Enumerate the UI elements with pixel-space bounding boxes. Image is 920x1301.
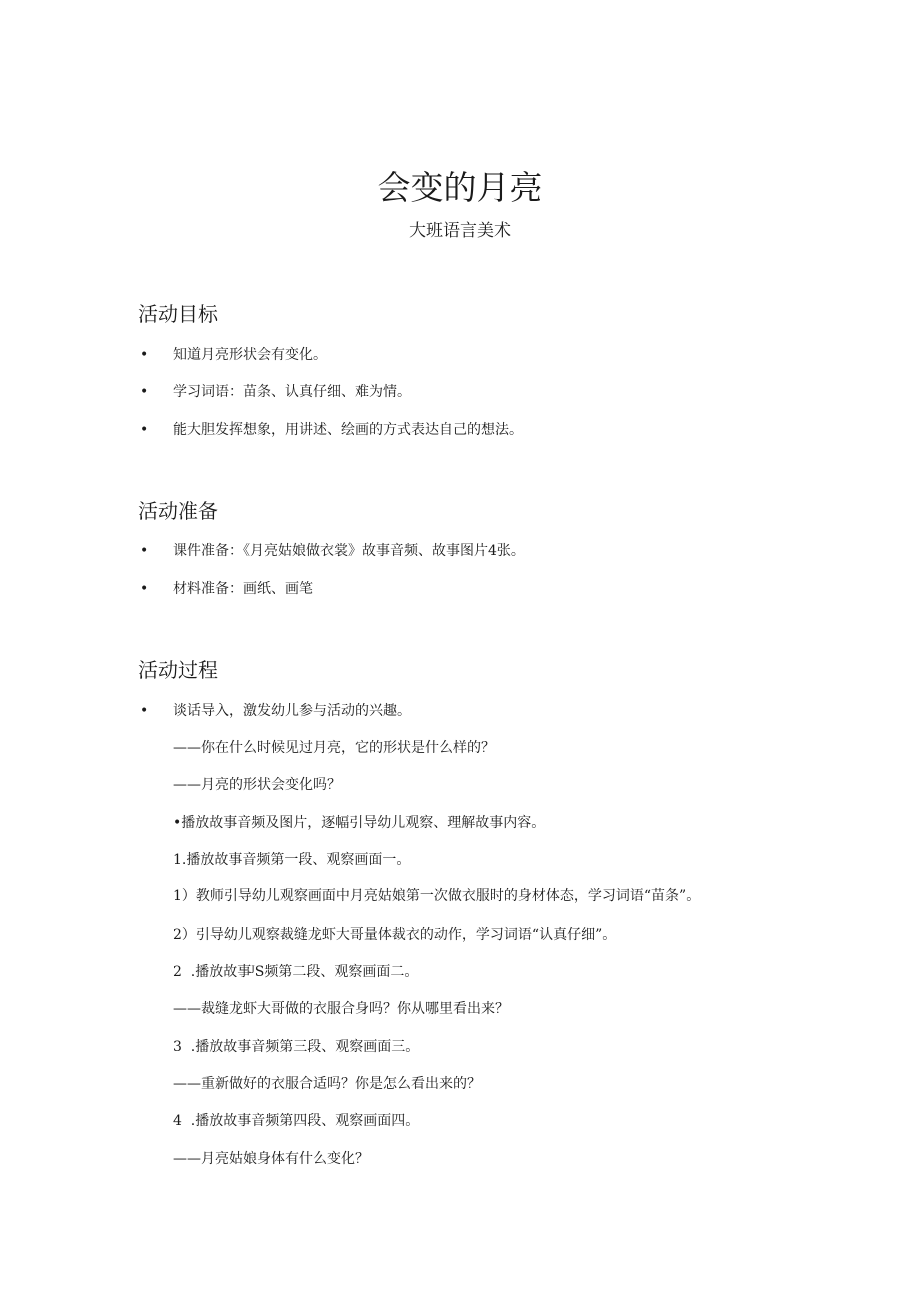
bullet-icon: •: [140, 347, 149, 363]
list-item-text: •播放故事音频及图片，逐幅引导幼儿观察、理解故事内容。: [173, 815, 546, 831]
list-item-text: 4 .播放故事音频第四段、观察画面四。: [173, 1113, 420, 1129]
list-item: [0, 577, 920, 601]
list-item: [0, 960, 920, 984]
list-item: [0, 1147, 920, 1171]
bullet-icon: •: [140, 543, 149, 559]
section-heading-goals: 活动目标: [138, 302, 218, 326]
list-item-text: 1）教师引导幼儿观察画面中月亮姑娘第一次做衣服时的身材体态，学习词语“苗条”。: [173, 888, 701, 904]
list-item-text: 2 .播放故事ᴶS频第二段、观察画面二。: [173, 964, 419, 980]
list-item-text: ——你在什么时候见过月亮，它的形状是什么样的？: [173, 740, 495, 756]
list-item-text: ——月亮姑娘身体有什么变化？: [173, 1151, 369, 1167]
list-item: [0, 884, 920, 908]
list-item: [0, 923, 920, 947]
section-heading-preparation: 活动准备: [138, 499, 218, 523]
list-item-text: 知道月亮形状会有变化。: [173, 347, 327, 363]
list-item-text: 1.播放故事音频第一段、观察画面一。: [173, 852, 411, 868]
section-heading-process: 活动过程: [138, 658, 218, 682]
list-item-text: 课件准备：《月亮姑娘做衣裳》故事音频、故事图片4张。: [173, 543, 525, 559]
list-item-text: 材料准备：画纸、画笔: [173, 581, 313, 597]
bullet-icon: •: [140, 422, 149, 438]
list-item: [0, 736, 920, 760]
document-subtitle: 大班语言美术: [409, 221, 511, 241]
list-item: [0, 848, 920, 872]
list-item-text: 3 .播放故事音频第三段、观察画面三。: [173, 1039, 420, 1055]
bullet-icon: •: [140, 703, 149, 719]
list-item: [0, 1072, 920, 1096]
list-item-text: 谈话导入，激发幼儿参与活动的兴趣。: [173, 703, 411, 719]
list-item-text: ——裁缝龙虾大哥做的衣服合身吗？你从哪里看出来？: [173, 1001, 509, 1017]
list-item-text: 2）引导幼儿观察裁缝龙虾大哥量体裁衣的动作，学习词语“认真仔细”。: [173, 927, 617, 943]
list-item-text: ——重新做好的衣服合适吗？你是怎么看出来的？: [173, 1076, 481, 1092]
list-item: [0, 1109, 920, 1133]
list-item-text: 能大胆发挥想象，用讲述、绘画的方式表达自己的想法。: [173, 422, 523, 438]
list-item: [0, 1035, 920, 1059]
list-item: [0, 539, 920, 563]
list-item: [0, 811, 920, 835]
bullet-icon: •: [140, 581, 149, 597]
bullet-icon: •: [140, 384, 149, 400]
list-item: [0, 997, 920, 1021]
list-item: [0, 343, 920, 367]
list-item: [0, 773, 920, 797]
list-item-text: 学习词语：苗条、认真仔细、难为情。: [173, 384, 411, 400]
list-item-text: ——月亮的形状会变化吗？: [173, 777, 341, 793]
list-item: [0, 380, 920, 404]
document-title: 会变的月亮: [377, 168, 543, 207]
list-item: [0, 418, 920, 442]
list-item: [0, 699, 920, 723]
